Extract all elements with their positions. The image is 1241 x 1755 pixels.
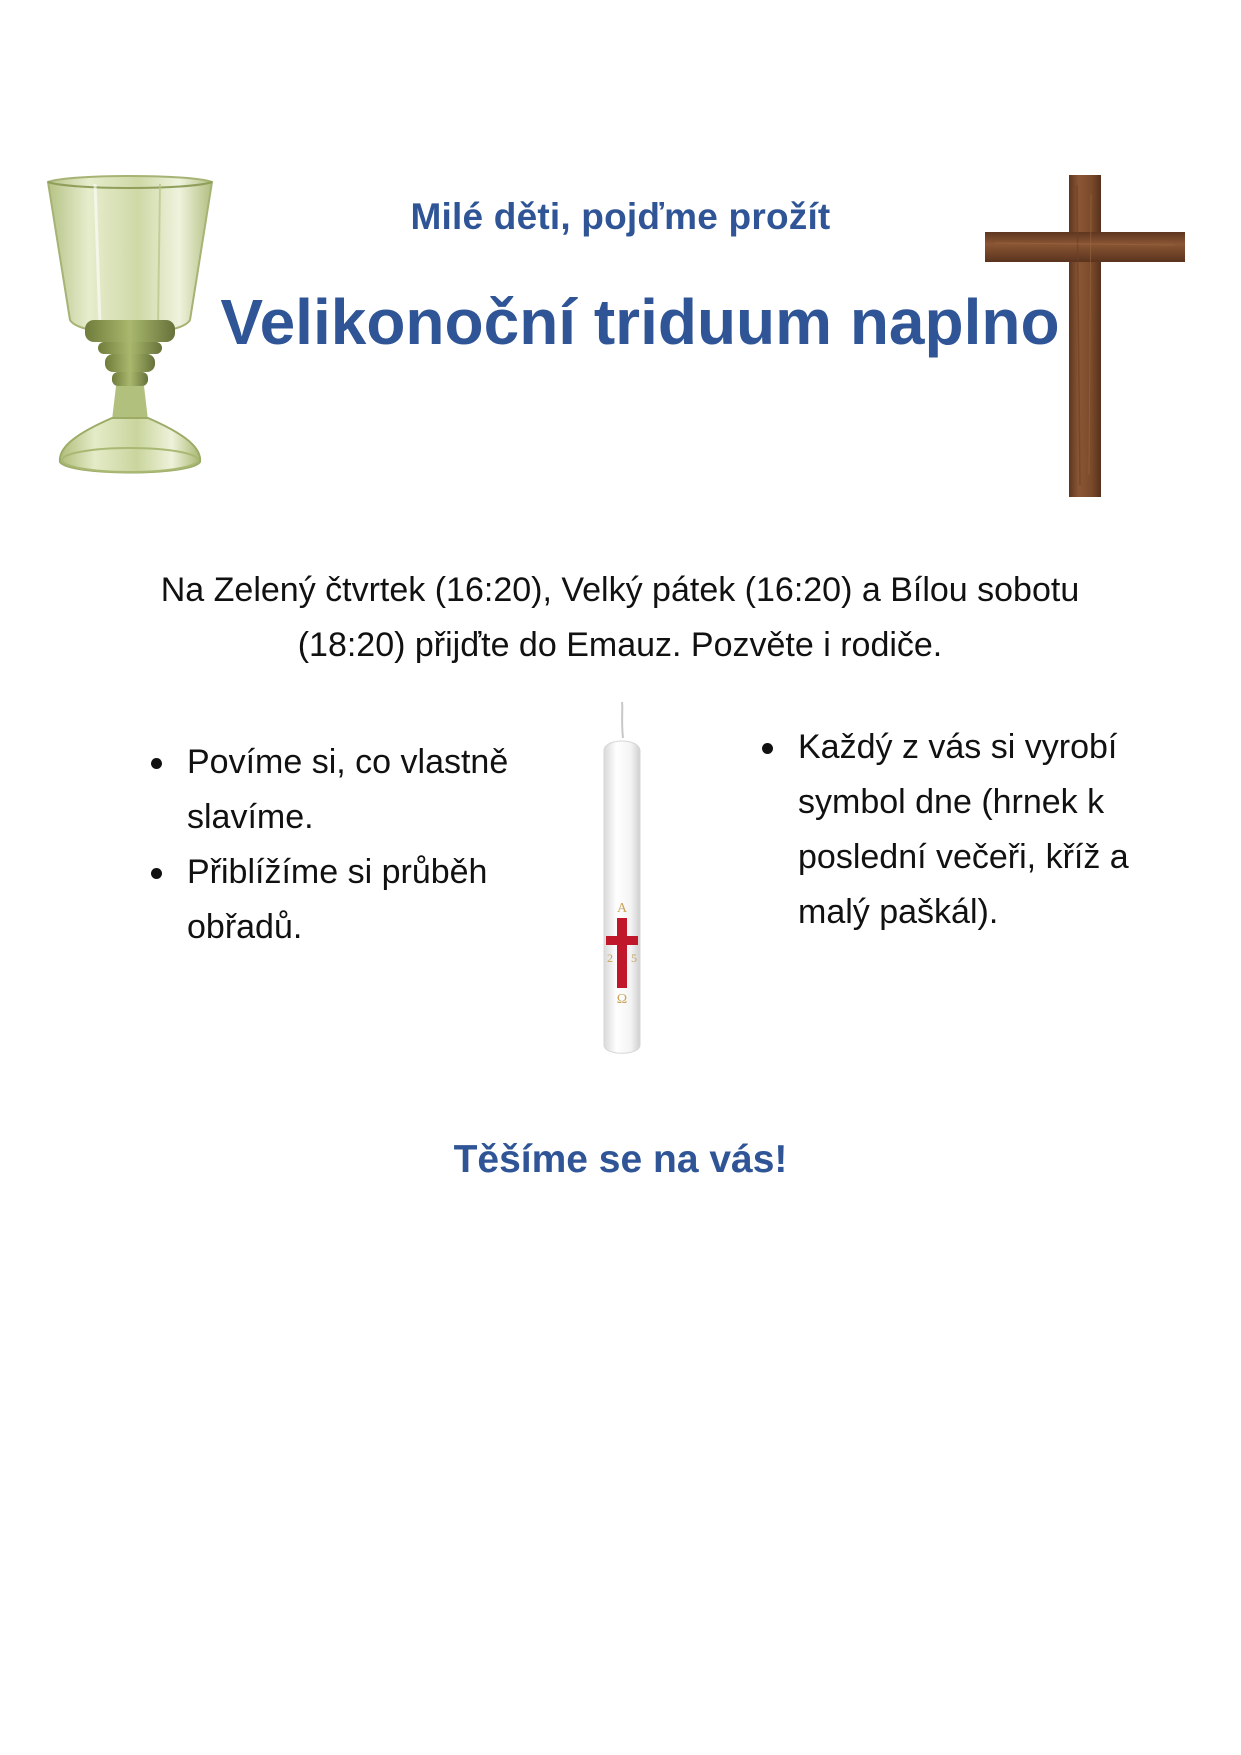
list-item-text: Přiblížíme si průběh obřadů. [187,853,488,946]
activity-list-left [151,735,591,955]
paschal-candle-icon [590,700,655,1060]
list-item [151,735,591,845]
candle-omega-mark: Ω [616,992,628,1007]
bullet-icon [151,868,162,879]
closing-text: Těšíme se na vás! [453,1138,788,1181]
list-item [151,845,591,955]
bullet-icon [762,743,773,754]
activity-list-right [762,720,1142,940]
candle-year-right-mark: 5 [631,951,637,965]
candle-year-left-mark: 2 [607,951,613,965]
candle-alpha-mark: A [616,901,628,916]
list-item-text: Povíme si, co vlastně slavíme. [187,743,509,836]
page-title: Velikonoční triduum naplno [220,286,1060,358]
list-item [762,720,1142,940]
page-subtitle: Milé děti, pojďme prožít [410,196,831,237]
intro-paragraph: Na Zelený čtvrtek (16:20), Velký pátek (16:20) a Bílou sobotu (18:20) přijďte do Emauz. Pozvěte i rodiče. [160,571,1080,664]
list-item-text: Každý z vás si vyrobí symbol dne (hrnek k poslední večeři, kříž a malý paškál). [798,728,1129,931]
bullet-icon [151,758,162,769]
